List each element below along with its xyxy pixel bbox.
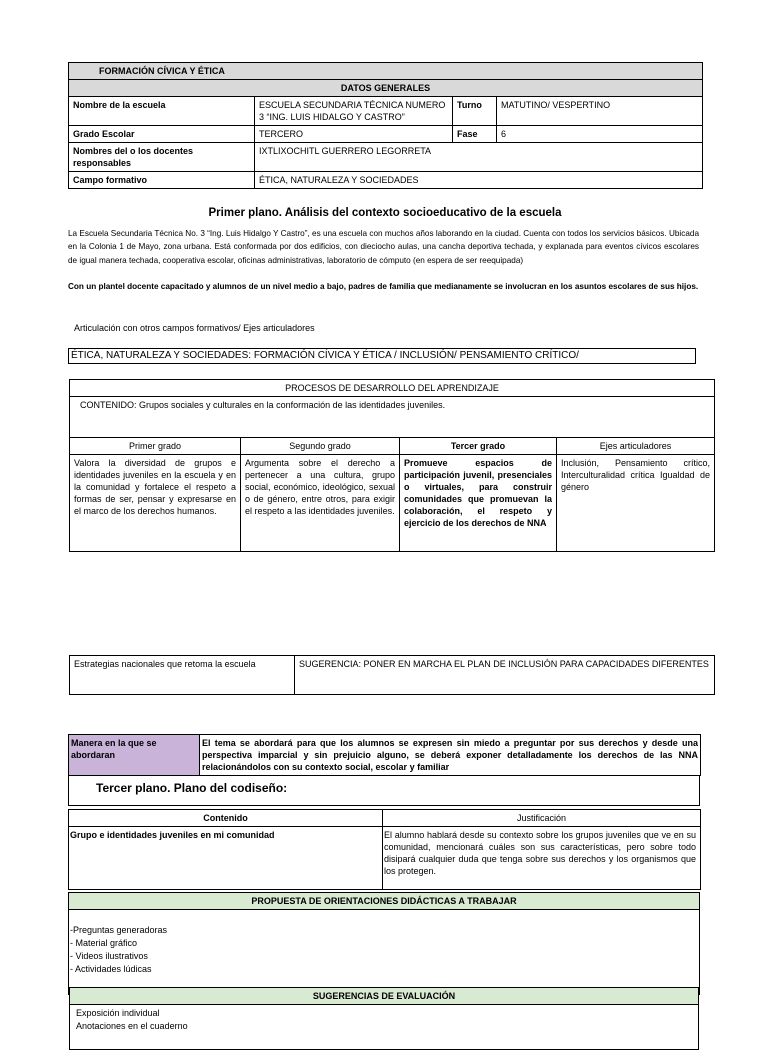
didactic-item: - Material gráfico	[70, 938, 138, 948]
third-grade-cell: Promueve espacios de participación juvenil, presenciales o virtuales, para construir comunidades que promuevan la colaboración, el respeto y ejercicio de los derechos de NNA	[400, 455, 557, 552]
context-paragraph-1: La Escuela Secundaria Técnica No. 3 “Ing. Luis Hidalgo Y Castro”, es una escuela con muchos años laborando en la ciudad. Cuenta con todos los servicios básicos. Ubicada en la Colonia 1 de Mayo, zona urbana. Está conformada por dos edificios, con dieciocho aulas, una cancha deportiva techada, y explanada para eventos cívicos escolares de igual manera techada, cooperativa escolar, oficinas administrativas, laboratorio de cómputo (en espera de ser reequipada)	[68, 229, 699, 265]
phase-label: Fase	[453, 126, 497, 143]
didactic-table	[68, 892, 700, 995]
col-third-grade: Tercer grado	[400, 438, 557, 455]
phase-value: 6	[497, 126, 703, 143]
third-plane-title: Tercer plano. Plano del codiseño:	[96, 781, 288, 795]
field-value: ÉTICA, NATURALEZA Y SOCIEDADES	[255, 172, 703, 189]
articulation-label: Articulación con otros campos formativos/ Ejes articuladores	[74, 323, 315, 333]
approach-value: El tema se abordará para que los alumnos se expresen sin miedo a preguntar por sus derechos y desde una perspectiva imparcial y sin prejuicio alguno, se deberá exponer detalladamente los derechos de las NNA relacionándolos con su contexto social, escolar y familiar	[200, 735, 701, 776]
evaluation-list	[70, 1005, 699, 1050]
context-paragraph-2: Con un plantel docente capacitado y alumnos de un nivel medio a bajo, padres de familia que medianamente se involucran en los asuntos escolares de sus hijos.	[68, 282, 699, 291]
didactic-item: -Preguntas generadoras	[70, 925, 168, 935]
codesign-table	[68, 809, 701, 890]
evaluation-item: Exposición individual	[76, 1008, 160, 1018]
didactic-item: - Actividades lúdicas	[70, 964, 152, 974]
teachers-label: Nombres del o los docentes responsables	[69, 143, 255, 172]
general-section-title: DATOS GENERALES	[69, 80, 703, 97]
shift-label: Turno	[453, 97, 497, 126]
first-plane-title: Primer plano. Análisis del contexto socioeducativo de la escuela	[208, 207, 562, 219]
grade-value: TERCERO	[255, 126, 453, 143]
second-grade-cell: Argumenta sobre el derecho a pertenecer a una cultura, grupo social, económico, ideológico, sexual o de género, entre otros, para exigir el respeto a las identidades juveniles.	[241, 455, 400, 552]
teachers-value: IXTLIXOCHITL GUERRERO LEGORRETA	[255, 143, 703, 172]
col-second-grade: Segundo grado	[241, 438, 400, 455]
codesign-content: Grupo e identidades juveniles en mi comunidad	[69, 827, 383, 890]
col-content: Contenido	[69, 810, 383, 827]
strategies-label: Estrategias nacionales que retoma la escuela	[70, 656, 295, 695]
codesign-justification: El alumno hablará desde su contexto sobre los grupos juveniles que ve en su comunidad, mencionará cuáles son sus características, pero sobre todo disipará cualquier duda que tenga sobre sus derechos y los organismos que los protegen.	[383, 827, 701, 890]
approach-table	[68, 734, 701, 776]
first-grade-cell: Valora la diversidad de grupos e identidades juveniles en la escuela y en la comunidad y fortalece el respeto a formas de ser, pensar y expresarse en el marco de los derechos humanos.	[70, 455, 241, 552]
didactic-title: PROPUESTA DE ORIENTACIONES DIDÁCTICAS A TRABAJAR	[69, 893, 700, 910]
axes-cell: Inclusión, Pensamiento crítico, Interculturalidad crítica Igualdad de género	[557, 455, 715, 552]
col-axes: Ejes articuladores	[557, 438, 715, 455]
didactic-item: - Videos ilustrativos	[70, 951, 148, 961]
learning-processes-table	[69, 379, 715, 552]
grade-label: Grado Escolar	[69, 126, 255, 143]
third-plane-title-box	[68, 776, 700, 806]
field-label: Campo formativo	[69, 172, 255, 189]
strategies-value: SUGERENCIA: PONER EN MARCHA EL PLAN DE INCLUSIÓN PARA CAPACIDADES DIFERENTES	[295, 656, 715, 695]
strategies-table	[69, 655, 715, 695]
evaluation-title: SUGERENCIAS DE EVALUACIÓN	[70, 988, 699, 1005]
articulation-value: ÉTICA, NATURALEZA Y SOCIEDADES: FORMACIÓN CÍVICA Y ÉTICA / INCLUSIÓN/ PENSAMIENTO CRÍTICO/	[68, 348, 696, 364]
approach-label: Manera en la que se abordaran	[69, 735, 200, 776]
processes-title: PROCESOS DE DESARROLLO DEL APRENDIZAJE	[70, 380, 715, 397]
processes-content: CONTENIDO: Grupos sociales y culturales en la conformación de las identidades juveniles.	[70, 397, 715, 438]
didactic-list	[69, 910, 700, 995]
evaluation-table	[69, 987, 699, 1050]
school-label: Nombre de la escuela	[69, 97, 255, 126]
col-first-grade: Primer grado	[70, 438, 241, 455]
subject-title: FORMACIÓN CÍVICA Y ÉTICA	[69, 63, 703, 80]
shift-value: MATUTINO/ VESPERTINO	[497, 97, 703, 126]
school-value: ESCUELA SECUNDARIA TÉCNICA NUMERO 3 “ING. LUIS HIDALGO Y CASTRO”	[255, 97, 453, 126]
general-data-table	[68, 62, 703, 189]
col-justification: Justificación	[383, 810, 701, 827]
evaluation-item: Anotaciones en el cuaderno	[76, 1021, 188, 1031]
